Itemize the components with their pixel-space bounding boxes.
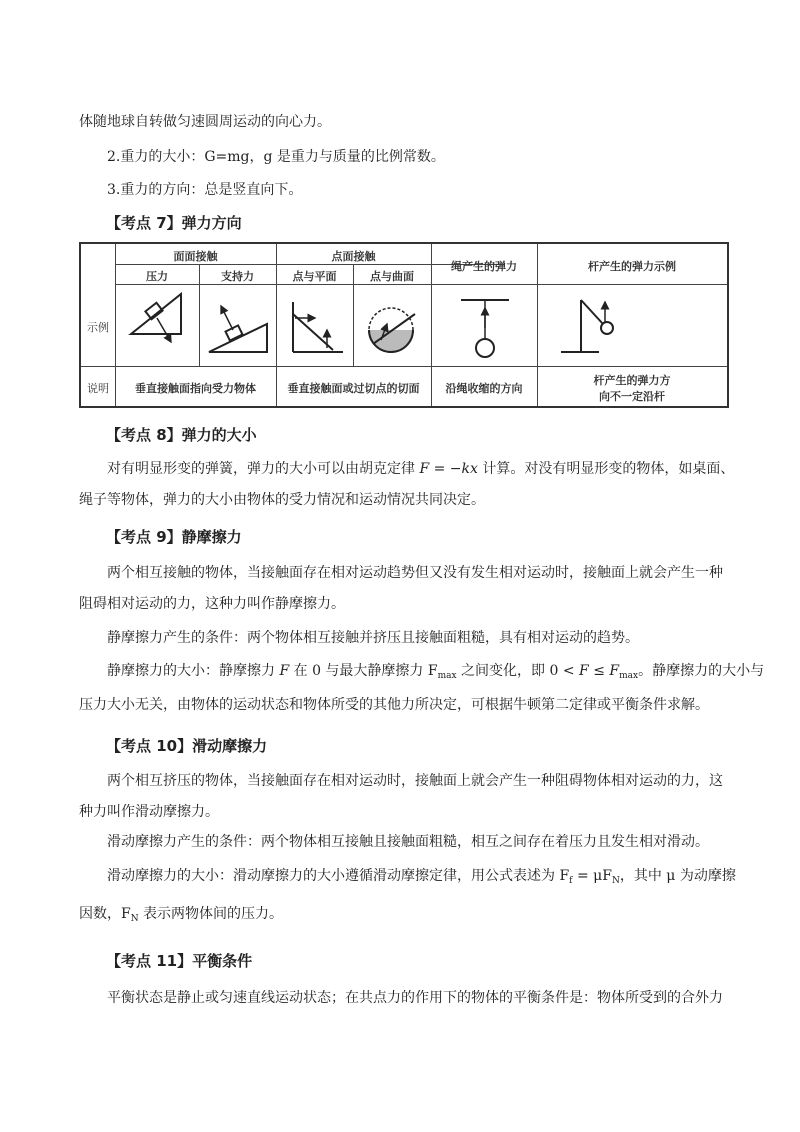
intro-line-1: 2.重力的大小：G=mg，g 是重力与质量的比例常数。 — [107, 149, 445, 165]
heading-k9: 【考点 9】静摩擦力 — [106, 528, 242, 546]
elastic-force-table — [79, 242, 729, 408]
k10-conditions: 滑动摩擦力产生的条件：两个物体相互接触且接触面粗糙，相互之间存在着压力且发生相对滑动。 — [107, 834, 709, 850]
point-curve-diagram — [369, 308, 415, 352]
explain-rod-1: 杆产生的弹力方 — [593, 374, 671, 387]
k10-paragraph-1-line-2: 种力叫作滑动摩擦力。 — [79, 804, 219, 820]
k9-conditions: 静摩擦力产生的条件：两个物体相互接触并挤压且接触面粗糙，具有相对运动的趋势。 — [107, 630, 639, 646]
explain-rope: 沿绳收缩的方向 — [445, 382, 523, 395]
k11-paragraph-line-1: 平衡状态是静止或匀速直线运动状态；在共点力的作用下的物体的平衡条件是：物体所受到的合外力 — [107, 990, 723, 1006]
k8-paragraph-line-2: 绳子等物体，弹力的大小由物体的受力情况和运动情况共同决定。 — [79, 492, 485, 508]
th-face-contact: 面面接触 — [173, 250, 218, 263]
th-support: 支持力 — [221, 270, 254, 283]
heading-k10: 【考点 10】滑动摩擦力 — [106, 737, 268, 755]
rope-diagram — [461, 300, 509, 357]
row-label-explain: 说明 — [87, 382, 109, 395]
heading-k7: 【考点 7】弹力方向 — [106, 214, 242, 232]
k9-paragraph-1-line-1: 两个相互接触的物体，当接触面存在相对运动趋势但又没有发生相对运动时，接触面上就会产生一种 — [107, 565, 723, 581]
explain-rod-2: 向不一定沿杆 — [599, 390, 665, 403]
k10-magnitude-line-2: 因数，$F_N$ 表示两物体间的压力。 — [79, 906, 284, 924]
k9-magnitude-line-1: 静摩擦力的大小：静摩擦力 F 在 0 与最大静摩擦力 $F_{max}$ 之间变化，即 $0 < F \le F_{max}$。静摩擦力的大小与 — [107, 663, 765, 681]
explain-face: 垂直接触面指向受力物体 — [135, 382, 256, 395]
th-point-contact: 点面接触 — [331, 250, 376, 263]
pressure-diagram — [131, 294, 181, 342]
point-plane-diagram — [293, 302, 343, 352]
k9-paragraph-1-line-2: 阻碍相对运动的力，这种力叫作静摩擦力。 — [79, 596, 345, 612]
th-point-curve: 点与曲面 — [370, 270, 414, 283]
support-diagram — [209, 306, 267, 352]
k10-magnitude-line-1: 滑动摩擦力的大小：滑动摩擦力的大小遵循滑动摩擦定律，用公式表述为 $F_f = \mu F_N$，其中 μ 为动摩擦 — [107, 868, 736, 886]
intro-line-2: 3.重力的方向：总是竖直向下。 — [107, 182, 303, 198]
intro-line-0: 体随地球自转做匀速圆周运动的向心力。 — [79, 114, 331, 130]
heading-k11: 【考点 11】平衡条件 — [106, 952, 253, 970]
th-pressure: 压力 — [146, 270, 168, 283]
th-rod: 杆产生的弹力示例 — [588, 260, 676, 273]
row-label-example: 示例 — [87, 321, 109, 334]
k10-paragraph-1-line-1: 两个相互挤压的物体，当接触面存在相对运动时，接触面上就会产生一种阻碍物体相对运动的力，这 — [107, 773, 723, 789]
th-rope: 绳产生的弹力 — [451, 260, 517, 273]
heading-k8: 【考点 8】弹力的大小 — [106, 426, 257, 444]
k9-magnitude-line-2: 压力大小无关，由物体的运动状态和物体所受的其他力所决定，可根据牛顿第二定律或平衡条件求解。 — [79, 697, 709, 713]
th-point-plane: 点与平面 — [292, 270, 337, 283]
k8-paragraph-line-1: 对有明显形变的弹簧，弹力的大小可以由胡克定律 F = −kx 计算。对没有明显形变的物体，如桌面、 — [107, 461, 735, 477]
rod-diagram — [561, 300, 613, 352]
explain-point: 垂直接触面或过切点的切面 — [287, 382, 420, 395]
